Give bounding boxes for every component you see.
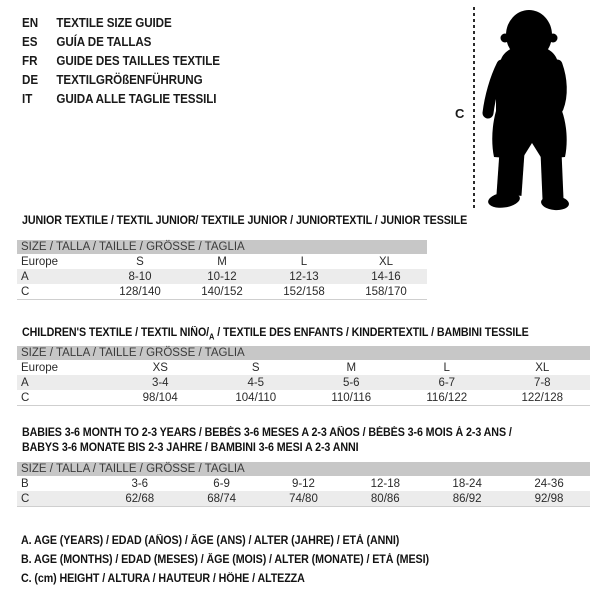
- height-measure-line: [473, 7, 475, 210]
- table-cell: 86/92: [452, 492, 482, 505]
- table-cell: 9-12: [291, 477, 315, 490]
- babies-title-line2: BABYS 3-6 MONATE BIS 2-3 JAHRE / BAMBINI 3-6 MESI A 2-3 ANNI: [22, 442, 359, 454]
- table-cell: 116/122: [426, 391, 468, 404]
- row-label: Europe: [21, 361, 59, 374]
- size-header: SIZE / TALLA / TAILLE / GRÖSSE / TAGLIA: [17, 346, 590, 360]
- row-label: C: [21, 285, 30, 298]
- language-row: [22, 13, 220, 32]
- table-cell: 8-10: [128, 270, 152, 283]
- children-title-post: / TEXTILE DES ENFANTS / KINDERTEXTIL / BAMBINI TESSILE: [214, 327, 529, 339]
- row-label: A: [21, 270, 29, 283]
- children-title-sub: A: [209, 332, 215, 342]
- table-cell: S: [136, 255, 144, 268]
- children-section-title: [22, 326, 529, 344]
- table-cell: 74/80: [289, 492, 318, 505]
- language-row: [22, 32, 220, 51]
- table-cell: 4-5: [247, 376, 265, 389]
- table-cell: 92/98: [534, 492, 564, 505]
- row-label: A: [21, 376, 29, 389]
- language-row: [22, 70, 220, 89]
- table-row: [17, 375, 590, 390]
- table-cell: 3-4: [151, 376, 169, 389]
- language-row: [22, 89, 220, 108]
- language-header: [22, 13, 235, 108]
- language-row: [22, 51, 220, 70]
- size-header-row: [17, 462, 590, 476]
- table-cell: 158/170: [365, 285, 407, 298]
- babies-size-table: [17, 462, 590, 507]
- table-row: [17, 491, 590, 507]
- junior-section-title: JUNIOR TEXTILE / TEXTIL JUNIOR/ TEXTILE JUNIOR / JUNIORTEXTIL / JUNIOR TESSILE: [22, 215, 468, 227]
- size-header: SIZE / TALLA / TAILLE / GRÖSSE / TAGLIA: [17, 462, 590, 476]
- table-row: [17, 284, 427, 300]
- language-code: EN: [22, 16, 39, 30]
- language-code: ES: [22, 35, 38, 49]
- table-cell: 14-16: [371, 270, 401, 283]
- row-label: B: [21, 477, 29, 490]
- legend-note-c: C. (cm) HEIGHT / ALTURA / HAUTEUR / HÖHE / ALTEZZA: [21, 573, 305, 585]
- table-cell: S: [251, 361, 260, 374]
- table-cell: XS: [152, 361, 168, 374]
- legend-note-a: A. AGE (YEARS) / EDAD (AÑOS) / ÂGE (ANS) / ALTER (JAHRE) / ETÀ (ANNI): [21, 535, 400, 547]
- table-cell: 24-36: [534, 477, 564, 490]
- table-row: [17, 269, 427, 284]
- table-cell: 140/152: [201, 285, 243, 298]
- language-title: GUIDA ALLE TAGLIE TESSILI: [56, 92, 217, 106]
- language-code: FR: [22, 54, 38, 68]
- table-cell: 6-7: [438, 376, 456, 389]
- size-header-row: [17, 346, 590, 360]
- babies-title-line1: BABIES 3-6 MONTH TO 2-3 YEARS / BEBÉS 3-6 MESES A 2-3 AÑOS / BÉBÉS 3-6 MOIS À 2-3 ANS /: [22, 427, 512, 439]
- table-cell: XL: [535, 361, 550, 374]
- table-cell: L: [443, 361, 450, 374]
- baby-silhouette: [478, 7, 578, 212]
- table-cell: L: [300, 255, 308, 268]
- table-cell: 110/116: [331, 391, 372, 404]
- table-cell: 62/68: [125, 492, 155, 505]
- legend-note-b: B. AGE (MONTHS) / EDAD (MESES) / ÂGE (MOIS) / ALTER (MONATE) / ETÀ (MESI): [21, 554, 429, 566]
- size-header: SIZE / TALLA / TAILLE / GRÖSSE / TAGLIA: [17, 240, 427, 254]
- junior-size-table: [17, 240, 427, 300]
- table-cell: 128/140: [119, 285, 161, 298]
- table-row: [17, 476, 590, 491]
- table-row: [17, 360, 590, 375]
- table-cell: M: [346, 361, 357, 374]
- table-cell: 10-12: [207, 270, 237, 283]
- language-title: TEXTILGRÖßENFÜHRUNG: [56, 73, 203, 87]
- table-row: [17, 254, 427, 269]
- table-cell: 7-8: [533, 376, 551, 389]
- table-cell: 122/128: [521, 391, 564, 404]
- height-measure-label: C: [455, 106, 465, 121]
- language-code: DE: [22, 73, 39, 87]
- table-cell: 98/104: [142, 391, 178, 404]
- table-cell: 80/86: [370, 492, 400, 505]
- row-label: C: [21, 391, 30, 404]
- table-cell: 68/74: [207, 492, 236, 505]
- legend-notes: [21, 532, 460, 589]
- language-title: GUIDE DES TAILLES TEXTILE: [56, 54, 220, 68]
- children-title-pre: CHILDREN'S TEXTILE / TEXTIL NIÑO/: [22, 327, 210, 339]
- size-header-row: [17, 240, 427, 254]
- babies-section-title: [22, 426, 512, 456]
- table-cell: 18-24: [452, 477, 482, 490]
- table-cell: 6-9: [213, 477, 230, 490]
- table-cell: 5-6: [342, 376, 360, 389]
- table-cell: 12-13: [289, 270, 319, 283]
- children-size-table: [17, 346, 590, 406]
- table-cell: 104/110: [235, 391, 277, 404]
- row-label: Europe: [21, 255, 59, 268]
- table-cell: M: [217, 255, 227, 268]
- table-cell: 3-6: [131, 477, 149, 490]
- language-title: GUÍA DE TALLAS: [56, 35, 152, 49]
- row-label: C: [21, 492, 30, 505]
- language-title: TEXTILE SIZE GUIDE: [56, 16, 172, 30]
- table-cell: 12-18: [370, 477, 400, 490]
- table-cell: 152/158: [283, 285, 325, 298]
- language-code: IT: [22, 92, 33, 106]
- table-cell: XL: [378, 255, 394, 268]
- table-row: [17, 390, 590, 406]
